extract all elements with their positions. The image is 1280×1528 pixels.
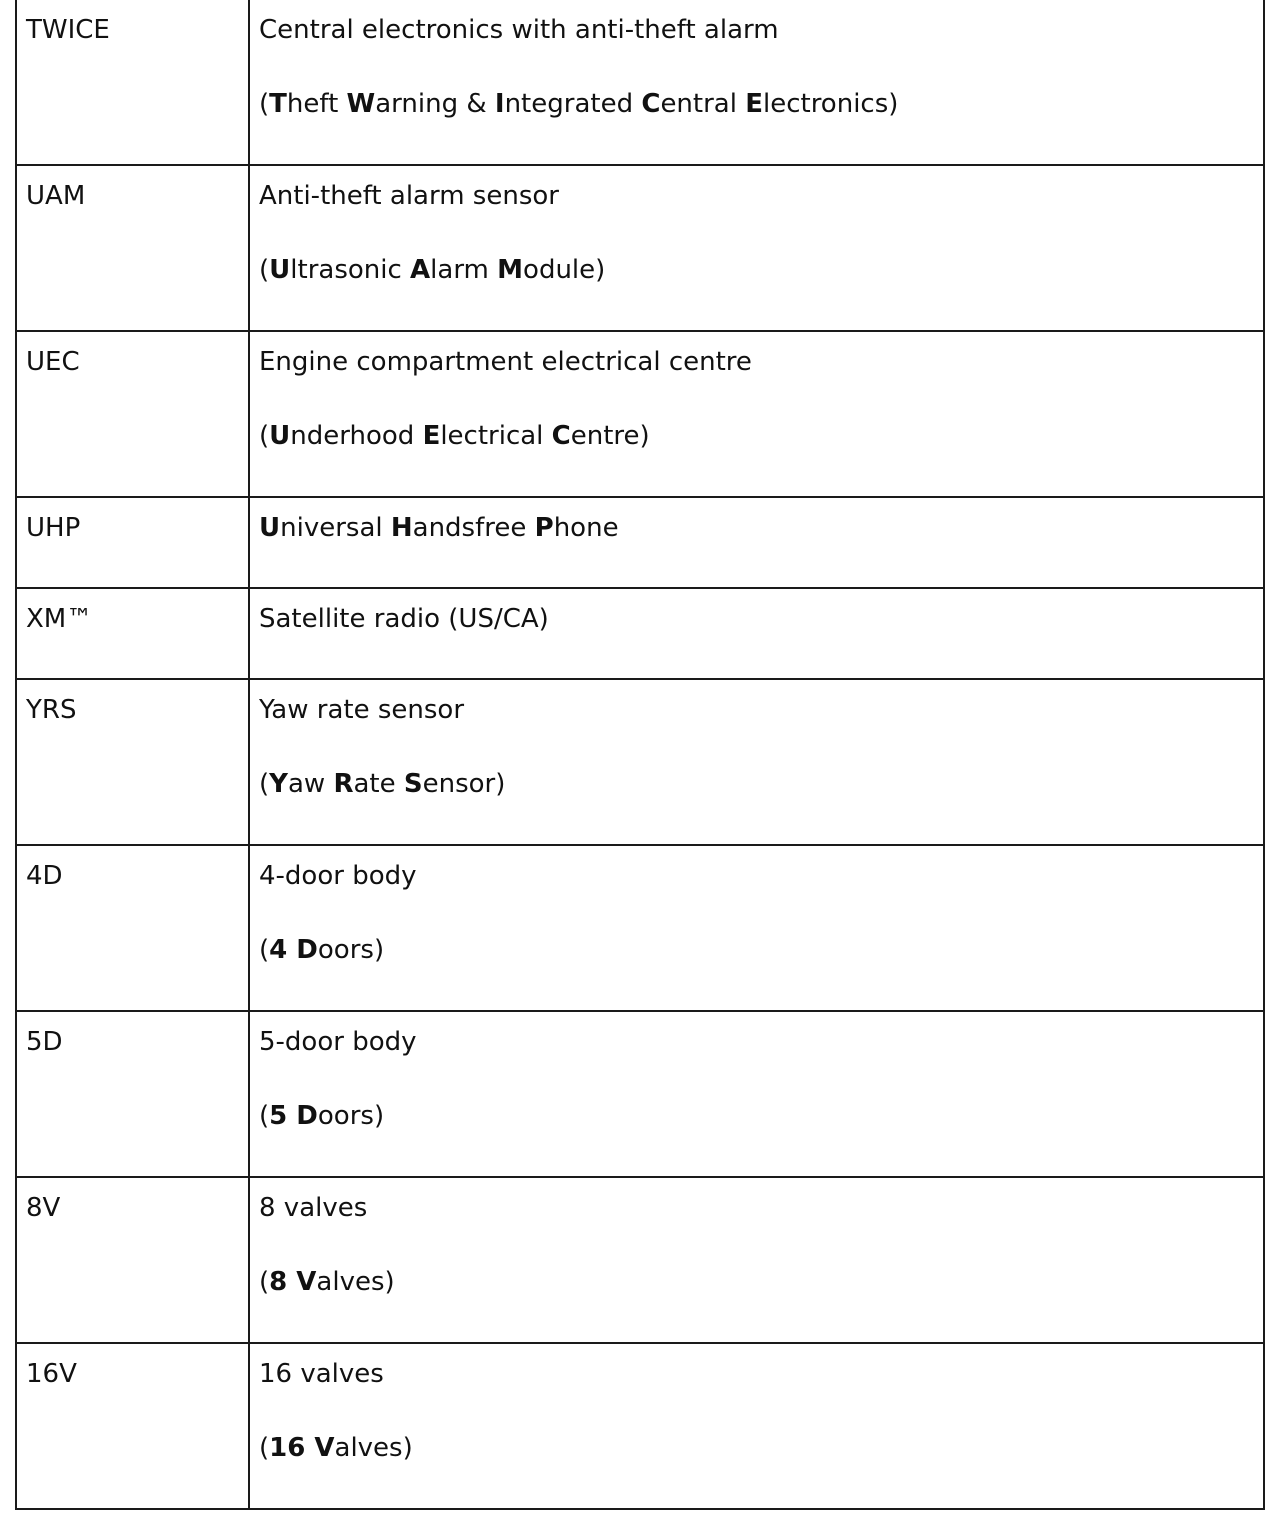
table-row <box>16 497 1264 588</box>
table-row <box>16 1011 1264 1177</box>
description: Yaw rate sensor <box>259 695 465 725</box>
abbreviation-cell <box>16 331 249 497</box>
description-cell <box>249 497 1264 588</box>
description-cell <box>249 331 1264 497</box>
abbreviation: TWICE <box>26 15 110 45</box>
description: Universal Handsfree Phone <box>259 513 619 543</box>
description-cell <box>249 845 1264 1011</box>
table-row <box>16 679 1264 845</box>
abbreviation-cell <box>16 1011 249 1177</box>
description: Central electronics with anti-theft alarm <box>259 15 779 45</box>
abbreviation-cell <box>16 497 249 588</box>
description-cell <box>249 1177 1264 1343</box>
abbreviation-cell <box>16 845 249 1011</box>
abbreviation-cell <box>16 0 249 165</box>
description-cell <box>249 1343 1264 1509</box>
abbreviation-cell <box>16 588 249 679</box>
description-cell <box>249 588 1264 679</box>
description: 8 valves <box>259 1193 368 1223</box>
abbreviation-cell <box>16 1177 249 1343</box>
table-row <box>16 1177 1264 1343</box>
description-cell <box>249 1011 1264 1177</box>
table-row <box>16 845 1264 1011</box>
table-row <box>16 165 1264 331</box>
description: Engine compartment electrical centre <box>259 347 752 377</box>
abbreviation: 8V <box>26 1193 61 1223</box>
expansion: (5 Doors) <box>259 1101 385 1131</box>
expansion: (16 Valves) <box>259 1433 413 1463</box>
abbreviation: 4D <box>26 861 63 891</box>
description: Satellite radio (US/CA) <box>259 604 549 634</box>
description-cell <box>249 165 1264 331</box>
description-cell <box>249 0 1264 165</box>
expansion: (8 Valves) <box>259 1267 395 1297</box>
expansion: (Underhood Electrical Centre) <box>259 421 650 451</box>
expansion: (4 Doors) <box>259 935 385 965</box>
description: 5-door body <box>259 1027 417 1057</box>
abbreviation-cell <box>16 679 249 845</box>
abbreviation-cell <box>16 1343 249 1509</box>
description: 4-door body <box>259 861 417 891</box>
abbreviation-cell <box>16 165 249 331</box>
abbreviation: XM™ <box>26 604 93 634</box>
abbreviation: YRS <box>26 695 77 725</box>
description: 16 valves <box>259 1359 384 1389</box>
table-row <box>16 1343 1264 1509</box>
expansion: (Ultrasonic Alarm Module) <box>259 255 606 285</box>
abbreviation: UEC <box>26 347 80 377</box>
abbreviation: UAM <box>26 181 86 211</box>
abbreviations-table <box>15 0 1265 1510</box>
abbreviation: 16V <box>26 1359 77 1389</box>
table-row <box>16 0 1264 165</box>
abbreviation: UHP <box>26 513 81 543</box>
table-row <box>16 331 1264 497</box>
description: Anti-theft alarm sensor <box>259 181 559 211</box>
description-cell <box>249 679 1264 845</box>
expansion: (Theft Warning & Integrated Central Electronics) <box>259 89 899 119</box>
table-row <box>16 588 1264 679</box>
expansion: (Yaw Rate Sensor) <box>259 769 506 799</box>
abbreviation: 5D <box>26 1027 63 1057</box>
